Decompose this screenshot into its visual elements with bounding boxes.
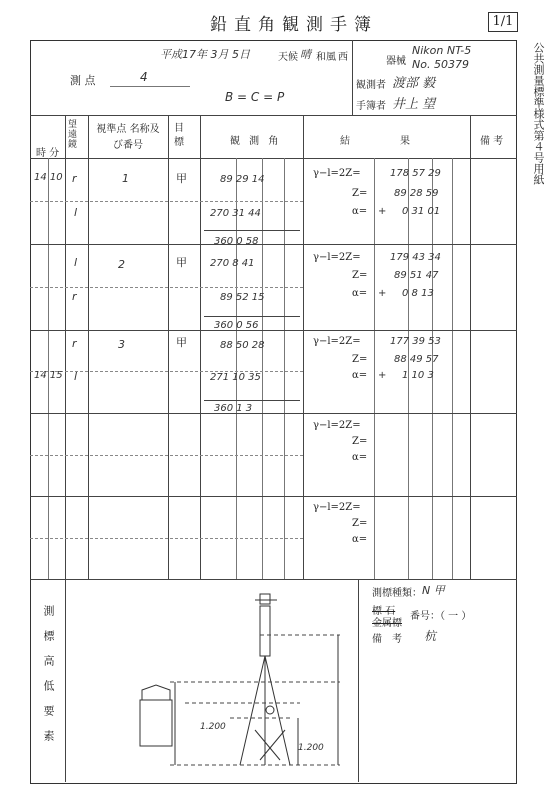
row4-formula3: α= [352, 452, 368, 463]
sum-line-3 [204, 400, 300, 401]
target-height-sketch [130, 590, 355, 780]
row3-result2: 88 49 57 [394, 354, 439, 365]
bottom-left-divider [65, 579, 66, 782]
kind-label: 測標種類： [372, 588, 422, 599]
remarks-label: 備 考 [372, 634, 402, 645]
station-label: 測 点 [70, 74, 96, 87]
bottom-right-divider [358, 579, 359, 782]
instrument-label: 器械 [386, 56, 406, 67]
bottom-left-label: 測標高低要素 [42, 605, 55, 755]
grid-line-b [262, 158, 263, 579]
col-line-5 [303, 115, 304, 579]
row3-sign: + [378, 370, 387, 381]
mark-type-metal: 金属標 [372, 618, 402, 629]
grid-line-d [374, 158, 375, 579]
row1-formula2: Z= [352, 188, 368, 199]
weather-label: 天候 [278, 52, 298, 63]
row3-formula1: γ−l=2Z= [313, 336, 361, 347]
date: 平成17年 3月 5日 [160, 48, 250, 61]
row1-tel1: r [72, 172, 77, 185]
instrument-number: No. 50379 [412, 58, 469, 71]
row-line-2 [30, 330, 517, 331]
target-top [260, 594, 270, 604]
col-telescope: 望遠鏡 [68, 120, 78, 150]
row3-formula2: Z= [352, 354, 368, 365]
row5-formula1: γ−l=2Z= [313, 502, 361, 513]
row1-formula1: γ−l=2Z= [313, 168, 361, 179]
row2-sign: + [378, 288, 387, 299]
row-line-5 [30, 579, 517, 580]
sub-line-1 [30, 201, 303, 202]
row1-tel2: l [74, 206, 78, 219]
station: 4 [140, 70, 148, 84]
row1-formula3: α= [352, 206, 368, 217]
row1-point: 1 [122, 172, 129, 185]
sub-line-2 [30, 287, 303, 288]
row3-tel1: r [72, 337, 77, 350]
row4-formula1: γ−l=2Z= [313, 420, 361, 431]
sub-line-3 [30, 371, 303, 372]
row3-tel2: l [74, 370, 78, 383]
recorder-label: 手簿者 [356, 101, 386, 112]
col-time: 時 分 [36, 148, 60, 159]
col-line-time [48, 158, 49, 579]
grid-line-e [408, 158, 409, 579]
row1-angle2: 270 31 44 [210, 208, 261, 219]
row1-angle1: 89 29 14 [220, 174, 265, 185]
header-vdivider [352, 40, 353, 115]
height-label-1: 1.200 [200, 722, 226, 732]
row2-result3: 0 8 13 [402, 288, 434, 299]
row2-angle-sum: 360 0 56 [214, 320, 259, 331]
sub-line-5 [30, 538, 303, 539]
row4-formula2: Z= [352, 436, 368, 447]
col-observed-angle: 観 測 角 [230, 136, 282, 147]
col-result: 結 果 [340, 136, 415, 147]
row3-angle2: 271 10 35 [210, 372, 261, 383]
weather: 晴 [300, 48, 311, 61]
observer: 渡部 毅 [392, 76, 436, 91]
row5-formula2: Z= [352, 518, 368, 529]
col-line-4 [200, 115, 201, 579]
recorder: 井上 望 [392, 97, 436, 112]
row2-result2: 89 51 47 [394, 270, 439, 281]
target-pole [260, 606, 270, 656]
row1-angle-sum: 360 0 58 [214, 236, 259, 247]
col-line-2 [88, 115, 89, 579]
row3-result3: 1 10 3 [402, 370, 434, 381]
sum-line-1 [204, 230, 300, 231]
row5-formula3: α= [352, 534, 368, 545]
column-header-divider [30, 158, 517, 159]
row1-time: 14 10 [34, 172, 63, 183]
grid-line-a [236, 158, 237, 579]
instrument: Nikon NT-5 [412, 44, 472, 57]
grid-line-f [432, 158, 433, 579]
sum-line-2 [204, 316, 300, 317]
row3-angle1: 88 50 28 [220, 340, 265, 351]
row2-tel1: l [74, 256, 78, 269]
row1-sign: + [378, 206, 387, 217]
row3-angle-sum: 360 1 3 [214, 403, 253, 414]
page-title: 鉛直角観測手簿 [210, 15, 378, 35]
row2-formula3: α= [352, 288, 368, 299]
row3-formula3: α= [352, 370, 368, 381]
form-sidebar-label: 公共測量標準様式第４号用紙 [532, 42, 545, 185]
row2-formula2: Z= [352, 270, 368, 281]
row1-result2: 89 28 59 [394, 188, 439, 199]
col-line-6 [470, 115, 471, 579]
col-target-mark: 目標 [174, 123, 184, 148]
page-number: 1/1 [488, 12, 518, 32]
equation: B = C = P [225, 90, 285, 104]
height-label-2: 1.200 [298, 743, 324, 753]
remarks-value: 杭 [424, 629, 437, 643]
row3-mark: 甲 [176, 336, 187, 349]
row2-angle2: 89 52 15 [220, 292, 265, 303]
grid-line-g [452, 158, 453, 579]
row2-angle1: 270 8 41 [210, 258, 255, 269]
row1-result3: 0 31 01 [402, 206, 441, 217]
kind-value: N 甲 [422, 584, 445, 597]
row2-formula1: γ−l=2Z= [313, 252, 361, 263]
wind: 和風 [316, 52, 336, 63]
mark-type-stone: 標 石 [372, 606, 396, 617]
header-divider [30, 115, 517, 116]
row2-mark: 甲 [176, 256, 187, 269]
row3-point: 3 [118, 338, 125, 351]
row3-time: 14 15 [34, 370, 63, 381]
row-line-3 [30, 413, 517, 414]
observer-label: 観測者 [356, 80, 386, 91]
row-line-4 [30, 496, 517, 497]
row1-mark: 甲 [176, 172, 187, 185]
col-line-3 [168, 115, 169, 579]
row2-tel2: r [72, 290, 77, 303]
row-line-1 [30, 244, 517, 245]
stone-marker [140, 700, 172, 746]
grid-line-c [284, 158, 285, 579]
mark-number: 番号：（ 一 ） [410, 611, 472, 622]
row3-result1: 177 39 53 [390, 336, 441, 347]
col-target-point: 視準点 名称及び番号 [96, 124, 160, 151]
col-line-1 [65, 115, 66, 579]
station-underline [110, 86, 190, 87]
wind-direction: 西 [338, 52, 348, 63]
row2-point: 2 [118, 258, 125, 271]
row1-result1: 178 57 29 [390, 168, 441, 179]
col-remarks: 備 考 [480, 136, 504, 147]
sub-line-4 [30, 455, 303, 456]
row2-result1: 179 43 34 [390, 252, 441, 263]
